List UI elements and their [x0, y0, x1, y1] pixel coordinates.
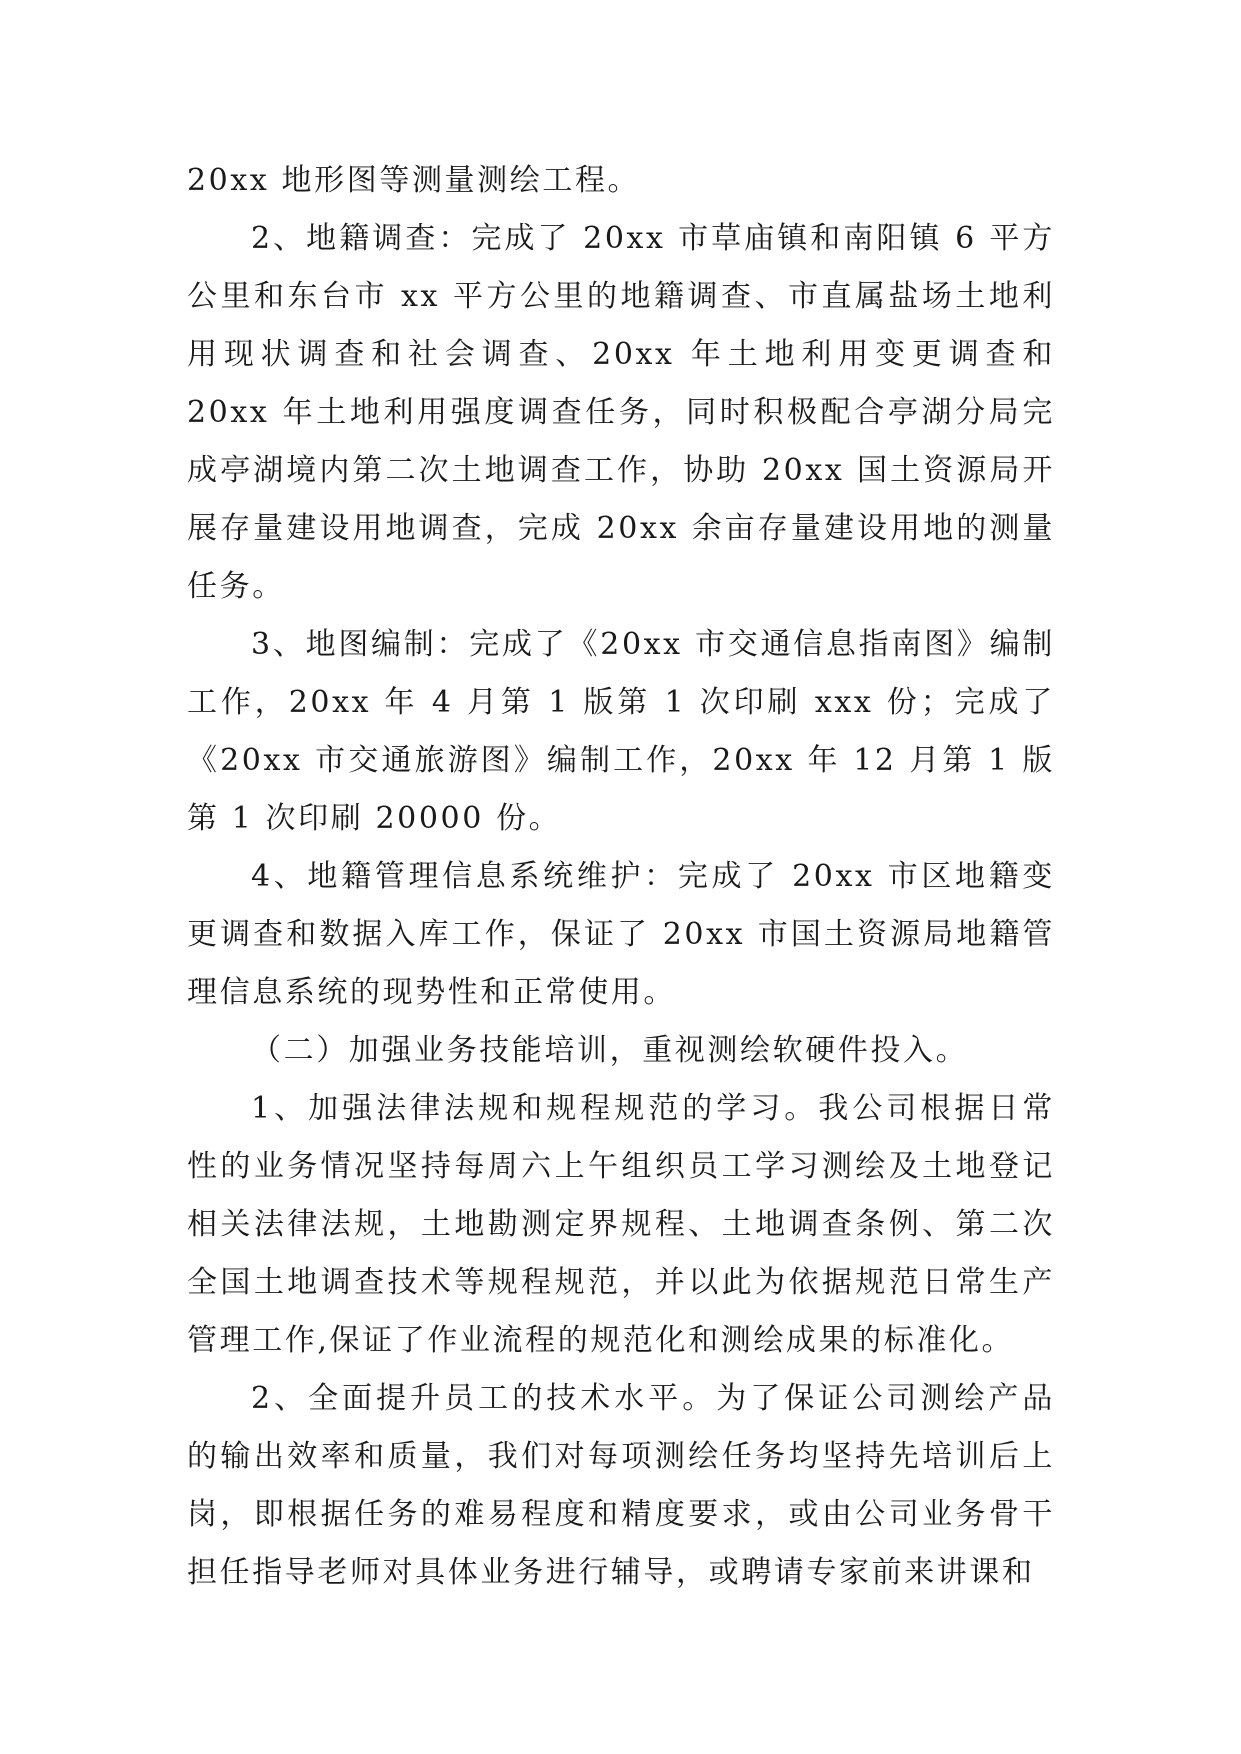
document-body [187, 152, 1055, 1602]
section-heading-training: （二）加强业务技能培训，重视测绘软硬件投入。 [251, 1033, 969, 1068]
paragraph-cadastral-survey: 2、地籍调查：完成了 20xx 市草庙镇和南阳镇 6 平方公里和东台市 xx 平方公里的地籍调查、市直属盐场土地利用现状调查和社会调查、20xx 年土地利用变更调查和 20xx 年土地利用强度调查任务，同时积极配合亭湖分局完成亭湖境内第二次土地调查工作，协助 20xx 国土资源局开展存量建设用地调查，完成 20xx 余亩存量建设用地的测量任务。 [187, 221, 1055, 604]
paragraph-skill-improvement: 2、全面提升员工的技术水平。为了保证公司测绘产品的输出效率和质量，我们对每项测绘任务均坚持先培训后上岗，即根据任务的难易程度和精度要求，或由公司业务骨干担任指导老师对具体业务进行辅导，或聘请专家前来讲课和 [187, 1381, 1055, 1590]
paragraph-continuation: 20xx 地形图等测量测绘工程。 [187, 163, 641, 198]
paragraph-cadastral-system: 4、地籍管理信息系统维护：完成了 20xx 市区地籍变更调查和数据入库工作，保证了 20xx 市国土资源局地籍管理信息系统的现势性和正常使用。 [187, 859, 1055, 1010]
paragraph-map-compilation: 3、地图编制：完成了《20xx 市交通信息指南图》编制工作，20xx 年 4 月第 1 版第 1 次印刷 xxx 份；完成了《20xx 市交通旅游图》编制工作，20xx 年 12 月第 1 版第 1 次印刷 20000 份。 [187, 627, 1055, 836]
paragraph-law-study: 1、加强法律法规和规程规范的学习。我公司根据日常性的业务情况坚持每周六上午组织员工学习测绘及土地登记相关法律法规，土地勘测定界规程、土地调查条例、第二次全国土地调查技术等规程规范，并以此为依据规范日常生产管理工作,保证了作业流程的规范化和测绘成果的标准化。 [187, 1091, 1055, 1358]
